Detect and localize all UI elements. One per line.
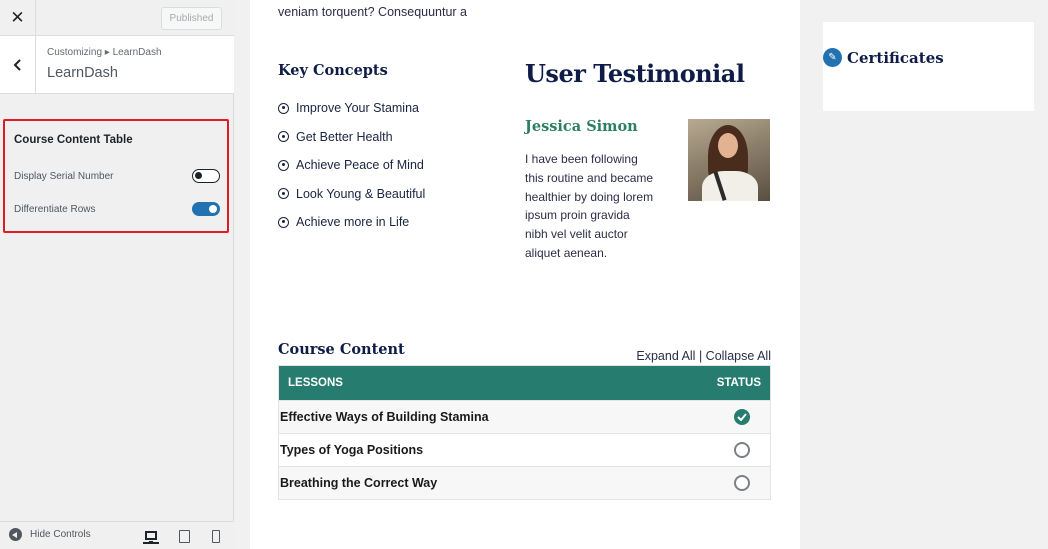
concept-label: Achieve more in Life: [296, 215, 410, 230]
pencil-icon[interactable]: ✎: [823, 48, 842, 67]
key-concepts-list: [278, 94, 425, 237]
preview-desktop-button[interactable]: [143, 528, 159, 544]
collapse-all-link[interactable]: Collapse All: [705, 349, 771, 363]
expand-collapse-controls: [636, 349, 771, 363]
back-button[interactable]: [0, 36, 36, 93]
list-item: [278, 94, 425, 123]
concept-label: Improve Your Stamina: [296, 101, 419, 116]
circle-dot-icon: [278, 188, 289, 199]
course-content-table: [278, 365, 771, 500]
desktop-icon: [145, 531, 157, 540]
concept-label: Look Young & Beautiful: [296, 186, 426, 201]
differentiate-rows-row: [14, 200, 220, 218]
circle-dot-icon: [278, 103, 289, 114]
concept-label: Get Better Health: [296, 129, 393, 144]
circle-dot-icon: [278, 217, 289, 228]
testimonial-text: I have been following this routine and became healthier by doing lorem ipsum proin gravida nibh vel velit auctor aliquet aenean.: [525, 152, 654, 260]
course-content-table-control: [3, 119, 229, 233]
customizer-topbar: [0, 0, 234, 36]
incomplete-circle-icon: [734, 442, 750, 458]
table-row[interactable]: [279, 400, 770, 433]
customizer-sidebar: [0, 0, 234, 549]
preview-tablet-button[interactable]: [176, 528, 192, 544]
list-item: [278, 208, 425, 237]
testimonial-author: Jessica Simon: [525, 118, 638, 135]
collapse-arrow-icon: [9, 528, 22, 541]
list-item: [278, 151, 425, 180]
display-serial-number-toggle[interactable]: [192, 169, 220, 183]
close-button[interactable]: [0, 0, 36, 36]
lesson-title[interactable]: Types of Yoga Positions: [280, 443, 424, 457]
table-row[interactable]: [279, 466, 770, 499]
table-row[interactable]: [279, 433, 770, 466]
status-column-header: STATUS: [716, 377, 761, 389]
published-button[interactable]: Published: [161, 7, 222, 30]
differentiate-rows-label: Differentiate Rows: [14, 203, 96, 215]
customizer-footer: [0, 521, 234, 549]
link-separator: |: [695, 349, 706, 363]
certificates-widget: [823, 22, 1034, 111]
testimonial-title: User Testimonial: [525, 59, 745, 88]
circle-dot-icon: [278, 131, 289, 142]
hide-controls-button[interactable]: [9, 528, 91, 541]
control-title: Course Content Table: [14, 134, 133, 146]
lessons-column-header: LESSONS: [288, 377, 343, 389]
chevron-left-icon: [13, 59, 23, 71]
lesson-title[interactable]: Breathing the Correct Way: [280, 476, 438, 490]
course-content-title: Course Content: [278, 341, 405, 358]
key-concepts-title: Key Concepts: [278, 62, 388, 79]
course-page: [250, 0, 800, 549]
site-preview: [235, 0, 1048, 549]
section-header: [0, 36, 234, 94]
expand-all-link[interactable]: Expand All: [636, 349, 696, 363]
display-serial-number-row: [14, 167, 220, 185]
mobile-icon: [212, 530, 220, 543]
differentiate-rows-toggle[interactable]: [192, 202, 220, 216]
certificates-label: Certificates: [847, 48, 944, 67]
section-title: LearnDash: [47, 65, 118, 81]
intro-text: veniam torquent? Consequuntur a: [278, 5, 468, 19]
testimonial-photo: [688, 119, 770, 201]
completed-check-icon: [734, 409, 750, 425]
close-icon: ✕: [10, 8, 25, 28]
concept-label: Achieve Peace of Mind: [296, 158, 424, 173]
table-header: [279, 366, 770, 400]
incomplete-circle-icon: [734, 475, 750, 491]
preview-mobile-button[interactable]: [208, 528, 224, 544]
list-item: [278, 180, 425, 209]
breadcrumb: Customizing ▸ LearnDash: [47, 47, 162, 58]
circle-dot-icon: [278, 160, 289, 171]
lesson-title[interactable]: Effective Ways of Building Stamina: [280, 410, 489, 424]
list-item: [278, 123, 425, 152]
hide-controls-label: Hide Controls: [30, 529, 91, 540]
tablet-icon: [179, 530, 190, 543]
display-serial-number-label: Display Serial Number: [14, 170, 114, 182]
